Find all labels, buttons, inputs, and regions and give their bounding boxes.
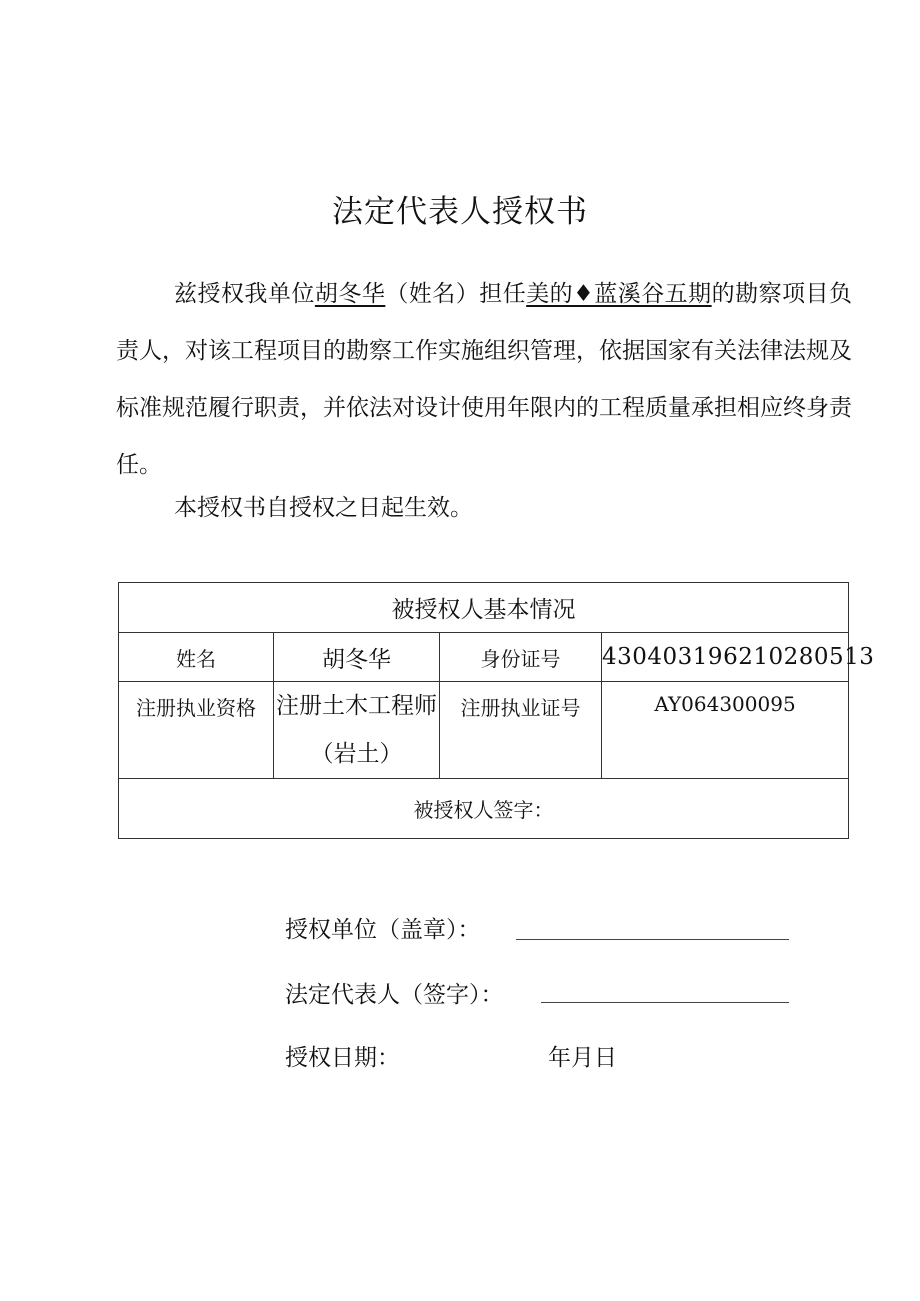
legal-representative-line bbox=[541, 1002, 789, 1003]
authorizing-unit-line bbox=[516, 939, 789, 940]
document-title: 法定代表人授权书 bbox=[332, 194, 588, 230]
authorization-text-role: （姓名）担任 bbox=[385, 281, 527, 307]
certificate-value-cell bbox=[602, 682, 849, 779]
authorized-person-table bbox=[118, 582, 875, 839]
certificate-value: AY064300095 bbox=[654, 692, 796, 716]
table-header-row bbox=[119, 583, 849, 633]
project-name: 美的♦蓝溪谷五期 bbox=[526, 281, 712, 307]
authorization-date-label: 授权日期： bbox=[285, 1045, 400, 1071]
effective-statement: 本授权书自授权之日起生效。 bbox=[174, 495, 473, 521]
qualification-label-cell bbox=[119, 682, 274, 779]
signature-cell: 被授权人签字： bbox=[119, 779, 849, 839]
authorization-text-duties: 的勘察项目负责人，对该工程项目的勘察工作实施组织管理，依据国家有关法律法规及标准规范履行职责，并依法对设计使用年限内的工程质量承担相应终身责任。 bbox=[116, 281, 853, 478]
id-label: 身份证号 bbox=[440, 633, 602, 682]
certificate-label-cell bbox=[440, 682, 602, 779]
name-value: 胡冬华 bbox=[274, 633, 440, 682]
legal-representative-label: 法定代表人（签字）： bbox=[285, 982, 504, 1008]
name-label: 姓名 bbox=[119, 633, 274, 682]
authorization-date-value: 年月日 bbox=[548, 1045, 617, 1071]
authorization-text-start: 兹授权我单位 bbox=[174, 281, 315, 307]
table-row bbox=[119, 633, 849, 682]
id-value: 430403196210280513 bbox=[602, 633, 849, 682]
authorized-person-name: 胡冬华 bbox=[314, 281, 386, 307]
qualification-label: 注册执业资格 bbox=[136, 696, 256, 720]
table-header: 被授权人基本情况 bbox=[119, 583, 849, 633]
authorizing-unit-label: 授权单位（盖章）： bbox=[285, 917, 481, 943]
table-row bbox=[119, 779, 849, 839]
qualification-value: 注册土木工程师（岩土） bbox=[276, 693, 437, 767]
qualification-value-cell bbox=[274, 682, 440, 779]
table-row bbox=[119, 682, 849, 779]
authorization-paragraph bbox=[116, 266, 852, 494]
certificate-label: 注册执业证号 bbox=[460, 696, 581, 720]
